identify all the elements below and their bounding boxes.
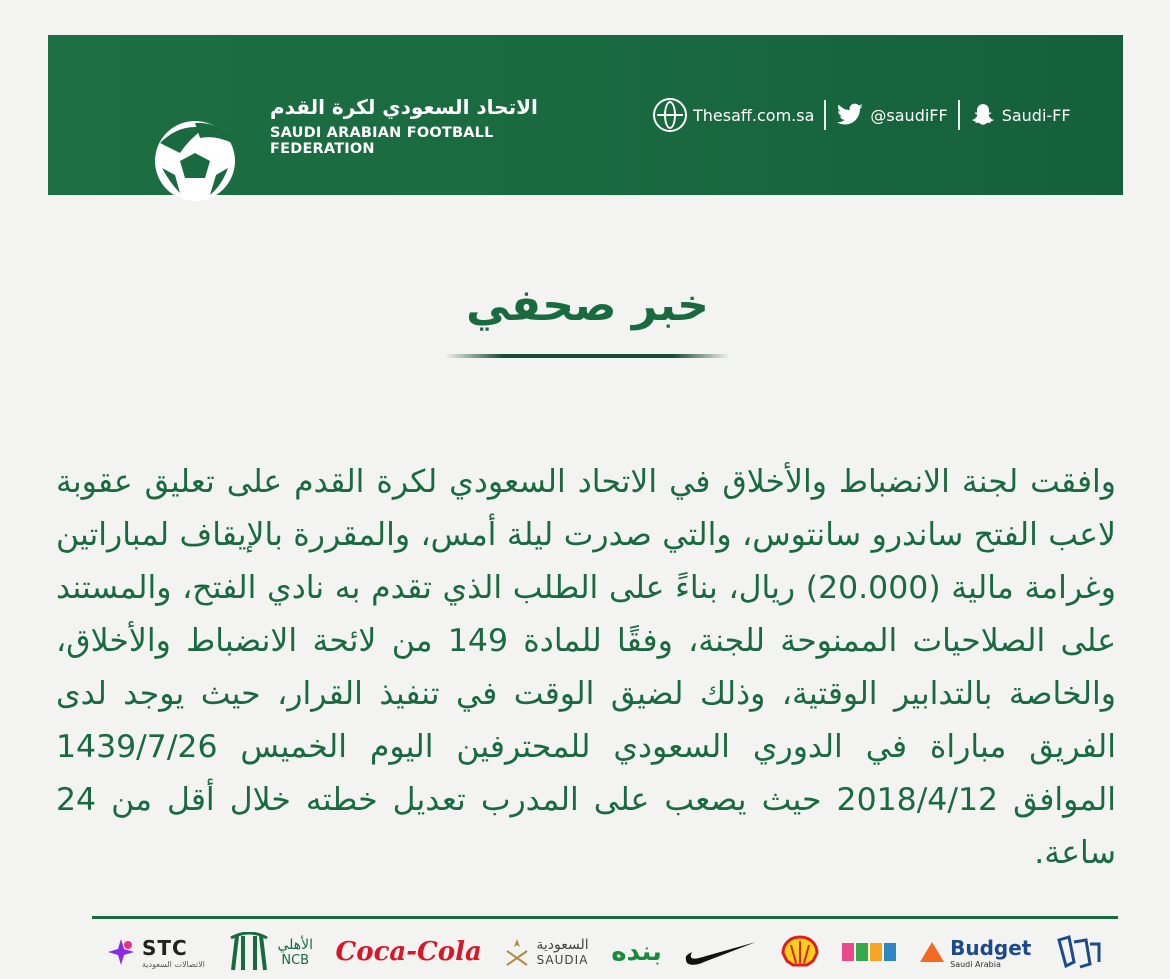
sponsor-shell xyxy=(781,935,819,969)
website-text: Thesaff.com.sa xyxy=(693,105,815,125)
globe-icon xyxy=(653,98,687,132)
stc-sub: الاتصالات السعودية xyxy=(142,959,205,969)
ncb-palm-icon xyxy=(227,932,271,972)
sponsor-ncb xyxy=(227,932,313,972)
website-link[interactable] xyxy=(653,98,814,132)
saudia-ar: السعودية xyxy=(536,937,589,953)
footer-divider xyxy=(92,916,1118,919)
budget-name: Budget xyxy=(950,935,1032,960)
federation-name-ar: الاتحاد السعودي لكرة القدم xyxy=(270,95,538,119)
saudia-en: SAUDIA xyxy=(536,953,589,967)
sponsor-saudia xyxy=(504,937,588,967)
divider xyxy=(958,100,960,130)
page-title: خبر صحفي xyxy=(466,280,709,331)
twitter-link[interactable] xyxy=(836,103,947,127)
title-underline xyxy=(445,354,730,358)
saudia-emblem-icon xyxy=(504,937,530,967)
twitter-handle: @saudiFF xyxy=(870,105,948,125)
shell-icon xyxy=(781,935,819,969)
snapchat-handle: Saudi-FF xyxy=(1001,105,1071,125)
budget-arrow-icon xyxy=(920,942,944,962)
saff-logo-icon xyxy=(150,113,240,203)
cocacola-text: Coca-Cola xyxy=(335,937,482,967)
sponsor-budget xyxy=(920,936,1031,969)
ncb-ar: الأهلي xyxy=(277,936,313,953)
federation-name xyxy=(270,95,600,157)
stc-star-icon xyxy=(106,937,136,967)
sponsor-panda xyxy=(611,937,662,967)
nike-swoosh-icon xyxy=(684,938,758,966)
sponsor-cocacola xyxy=(336,937,482,967)
budget-sub: Saudi Arabia xyxy=(950,959,1001,969)
sponsors-bar xyxy=(92,925,1118,979)
panda-text: بنده xyxy=(611,937,662,967)
ncb-en: NCB xyxy=(281,952,310,968)
snapchat-icon xyxy=(970,102,996,128)
sponsor-colorful-logo xyxy=(842,939,898,965)
divider xyxy=(824,100,826,130)
snapchat-link[interactable] xyxy=(970,102,1071,128)
sponsor-nike xyxy=(684,938,758,966)
press-release-body: وافقت لجنة الانضباط والأخلاق في الاتحاد السعودي لكرة القدم على تعليق عقوبة لاعب الفتح ساندرو سانتوس، والتي صدرت ليلة أمس، والمقررة بالإيقاف لمباراتين وغرامة مالية (20.000) ريال، بناءً على الطلب الذي تقدم به نادي الفتح، والمستند على الصلاحيات الممنوحة للجنة، وفقًا للمادة 149 من لائحة الانضباط والأخلاق، والخاصة بالتدابير الوقتية، وذلك لضيق الوقت في تنفيذ القرار، حيث يوجد لدى الفريق مباراة في الدوري السعودي للمحترفين اليوم الخميس 1439/7/26 الموافق 2018/4/12 حيث يصعب على المدرب تعديل خطته خلال أقل من 24 ساعة. xyxy=(56,464,1116,871)
twitter-icon xyxy=(836,103,864,127)
sponsor-saff-logo xyxy=(1054,932,1104,972)
sponsor-stc xyxy=(106,936,205,969)
saff-mark-icon xyxy=(1054,932,1104,972)
stc-name: STC xyxy=(142,935,188,960)
header-banner xyxy=(48,35,1123,195)
social-links xyxy=(653,97,1071,133)
colorful-logo-icon xyxy=(842,939,898,965)
federation-name-en: SAUDI ARABIAN FOOTBALL FEDERATION xyxy=(270,125,494,157)
